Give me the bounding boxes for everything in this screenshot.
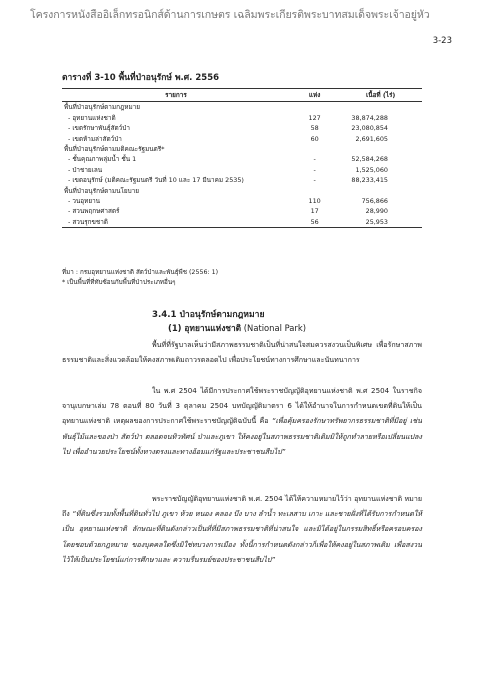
- row-count: [290, 144, 339, 154]
- paragraph-2-text: ใน พ.ศ 2504 ได้มีการประกาศใช้พระราชบัญญัติอุทยานแห่งชาติ พ.ศ 2504 ในราชกิจจานุเบกษาเล่ม 78 ตอนที่ 80 วันที่ 3 ตุลาคม 2504 บทบัญญัติมาตรา 6 ได้ให้อำนาจในการกำหนดเขตที่ดินให้เป็นอุทยานแห่งชาติ เหตุผลของการประกาศใช้พระราชบัญญัติฉบับนี้ คือ: [62, 386, 422, 426]
- page-header: โครงการหนังสืออิเล็กทรอนิกส์ด้านการเกษตร เฉลิมพระเกียรติพระบาทสมเด็จพระเจ้าอยู่หัว: [30, 9, 430, 21]
- row-area: [339, 186, 422, 196]
- sub-heading: [168, 321, 306, 335]
- row-area: 28,990: [365, 207, 388, 216]
- page-number: 3-23: [432, 36, 452, 46]
- paragraph-2: [62, 383, 422, 459]
- row-count: -: [313, 165, 316, 174]
- protected-area-table: [62, 88, 422, 228]
- row-area: 756,866: [361, 197, 388, 206]
- row-count: 110: [308, 197, 321, 206]
- table-body: [62, 102, 422, 228]
- table-row: [62, 123, 422, 133]
- row-count: 58: [310, 124, 319, 133]
- row-count: -: [313, 155, 316, 164]
- paragraph-3: [62, 491, 422, 567]
- footnote: * เป็นพื้นที่ที่ทับซ้อนกับพื้นที่ป่าประเภทอื่นๆ: [62, 279, 176, 286]
- col-header-count: แห่ง: [290, 89, 339, 102]
- table-row: [62, 165, 422, 175]
- table-row: [62, 102, 422, 113]
- row-label: - สวนรุกขชาติ: [62, 217, 290, 228]
- row-label: พื้นที่ป่าอนุรักษ์ตามมติคณะรัฐมนตรี*: [64, 145, 165, 154]
- row-label: - เขตห้ามล่าสัตว์ป่า: [68, 134, 122, 143]
- row-label: - ป่าชายเลน: [68, 165, 103, 174]
- row-area: 88,233,415: [351, 176, 388, 185]
- row-count: 56: [290, 217, 339, 228]
- row-count: 17: [310, 207, 319, 216]
- paragraph-1: พื้นที่ที่รัฐบาลเห็นว่ามีสภาพธรรมชาติเป็นที่น่าสนใจสมควรสงวนเป็นพิเศษ เพื่อรักษาสภาพธรรมชาติและสิ่งแวดล้อมให้คงสภาพเดิมถาวรตลอดไป เพื่อประโยชน์ทางการศึกษาและนันทนาการ: [62, 340, 422, 365]
- row-area: [339, 102, 422, 113]
- sub-heading-english: (National Park): [241, 323, 306, 333]
- col-header-area: เนื้อที่ (ไร่): [339, 89, 422, 102]
- source-note: ที่มา : กรมอุทยานแห่งชาติ สัตว์ป่าและพันธุ์พืช (2556: 1): [62, 269, 219, 276]
- table-row: [62, 206, 422, 216]
- row-label: - วนอุทยาน: [68, 197, 101, 206]
- row-count: [290, 186, 339, 196]
- row-label: - สวนพฤกษศาสตร์: [68, 207, 120, 216]
- row-area: 38,874,288: [351, 113, 388, 122]
- row-label: พื้นที่ป่าอนุรักษ์ตามกฎหมาย: [64, 103, 141, 112]
- row-count: -: [313, 176, 316, 185]
- row-label: - ชั้นคุณภาพลุ่มน้ำ ชั้น 1: [68, 155, 137, 164]
- row-count: 127: [308, 113, 321, 122]
- row-area: 2,691,605: [355, 134, 388, 143]
- row-count: [290, 102, 339, 113]
- row-area: [339, 144, 422, 154]
- table-row: [62, 134, 422, 144]
- table-row: [62, 186, 422, 196]
- table-row: [62, 144, 422, 154]
- paragraph-3-text: พระราชบัญญัติอุทยานแห่งชาติ พ.ศ. 2504 ได้ให้ความหมายไว้ว่า อุทยานแห่งชาติ หมายถึง: [62, 494, 422, 519]
- paragraph-2-quote: “เพื่อคุ้มครองรักษาทรัพยากรธรรมชาติที่มีอยู่ เช่น พันธุ์ไม้และของป่า สัตว์ป่า ตลอดจนทิวทัศน์ ป่าและภูเขา ให้คงอยู่ในสภาพธรรมชาติเดิมมิให้ถูกทำลายหรือเปลี่ยนแปลงไป เพื่ออำนวยประโยชน์ทั้งทางตรงและทางอ้อมแก่รัฐและประชาชนสืบไป”: [62, 416, 422, 456]
- row-label: - อุทยานแห่งชาติ: [68, 113, 116, 122]
- paragraph-3-quote: “ที่ดินซึ่งรวมทั้งพื้นที่ดินทั่วไป ภูเขา ห้วย หนอง คลอง บึง บาง ลำน้ำ ทะเลสาบ เกาะ และชายฝั่งที่ได้รับการกำหนดให้เป็น อุทยานแห่งชาติ ลักษณะที่ดินดังกล่าวเป็นที่ที่มีสภาพธรรมชาติที่น่าสนใจ และมิได้อยู่ในกรรมสิทธิ์หรือครอบครองโดยชอบด้วยกฎหมาย ของบุคคลใดซึ่งมิใช่ทบวงการเมือง ทั้งนี้การกำหนดดังกล่าวก็เพื่อให้คงอยู่ในสภาพเดิม เพื่อสงวนไว้ให้เป็นประโยชน์แก่การศึกษาและ ความรื่นรมย์ของประชาชนสืบไป”: [62, 509, 423, 564]
- row-area: 1,525,060: [355, 165, 388, 174]
- table-title: ตารางที่ 3-10 พื้นที่ป่าอนุรักษ์ พ.ศ. 2556: [62, 73, 220, 83]
- row-label: พื้นที่ป่าอนุรักษ์ตามนโยบาย: [64, 186, 140, 195]
- sub-heading-thai: (1) อุทยานแห่งชาติ: [168, 323, 242, 333]
- col-header-item: รายการ: [62, 89, 290, 102]
- row-area: 25,953: [339, 217, 422, 228]
- row-label: - เขตรักษาพันธุ์สัตว์ป่า: [68, 124, 130, 133]
- table-row: [62, 154, 422, 164]
- row-area: 23,080,854: [351, 124, 388, 133]
- row-area: 52,584,268: [351, 155, 388, 164]
- table-row: [62, 175, 422, 185]
- table-notes: [62, 268, 218, 288]
- table-row: [62, 113, 422, 123]
- section-heading: 3.4.1 ป่าอนุรักษ์ตามกฎหมาย: [152, 310, 265, 320]
- table-row: [62, 217, 422, 228]
- table-row: [62, 196, 422, 206]
- row-label: - เขตอนุรักษ์ (มติคณะรัฐมนตรี วันที่ 10 และ 17 มีนาคม 2535): [68, 176, 244, 185]
- row-count: 60: [310, 134, 319, 143]
